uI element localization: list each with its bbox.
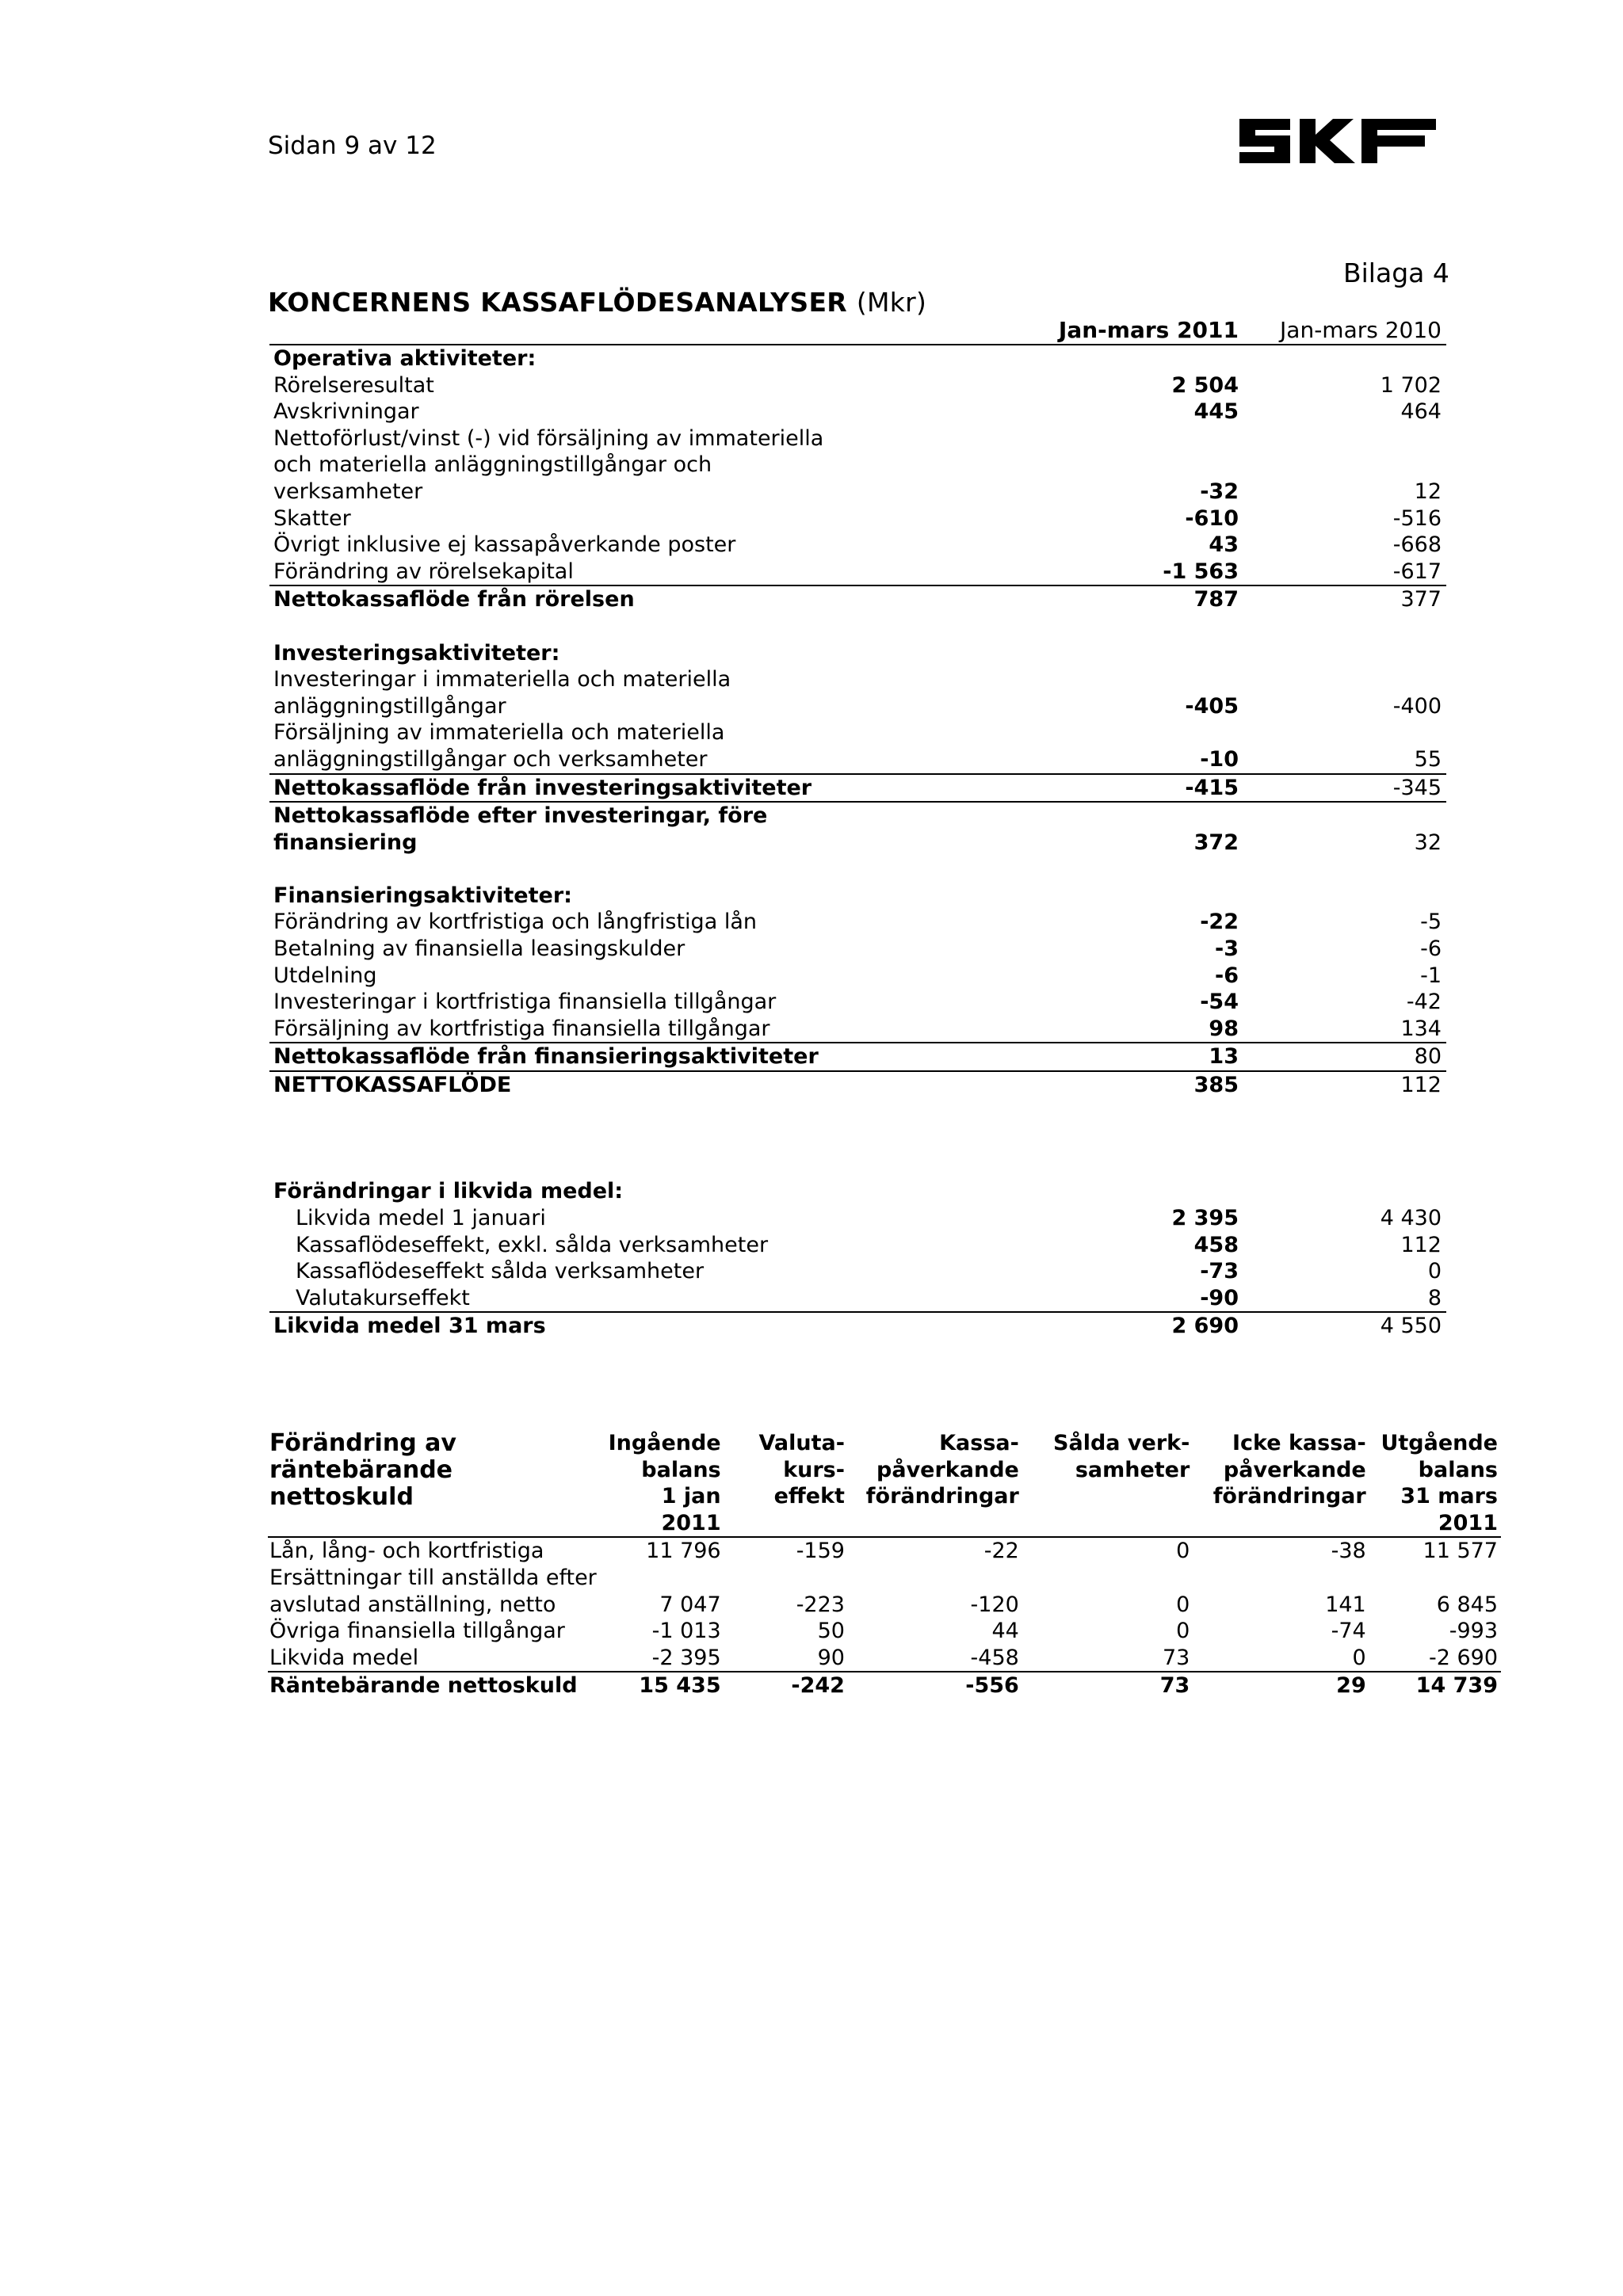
debt-cell: 0: [1176, 1619, 1190, 1644]
cashflow-row: [269, 1258, 1446, 1285]
value-2011: 13: [1209, 1044, 1239, 1070]
debt-cell: -2 690: [1428, 1645, 1498, 1670]
value-2011: 43: [1209, 532, 1239, 558]
value-2010: 55: [1414, 746, 1442, 772]
row-label: Likvida medel 1 januari: [296, 1206, 546, 1230]
row-label: Nettokassaflöde från finansieringsaktiviteter: [273, 1044, 819, 1070]
debt-col-header-line: Ingående: [608, 1431, 721, 1455]
row-label: Försäljning av immateriella och materiella: [273, 720, 725, 746]
debt-cell: 7 047: [659, 1592, 721, 1617]
debt-col-header-line: Utgående: [1381, 1431, 1498, 1455]
debt-col-header-line: kurs-: [783, 1457, 845, 1482]
row-label: Likvida medel 31 mars: [273, 1314, 546, 1339]
debt-cell: -38: [1331, 1539, 1366, 1564]
cashflow-row: [269, 505, 1446, 532]
value-2010: 32: [1414, 830, 1442, 855]
debt-col-header-line: Icke kassa-: [1232, 1431, 1366, 1455]
cashflow-row: [269, 936, 1446, 963]
debt-col-header-line: effekt: [773, 1484, 845, 1509]
row-label: Valutakurseffekt: [296, 1285, 470, 1310]
row-label: Investeringsaktiviteter:: [273, 640, 560, 666]
cashflow-row: [269, 1178, 1446, 1205]
debt-cell: 73: [1162, 1645, 1190, 1670]
debt-col-header-line: Kassa-: [939, 1431, 1019, 1455]
debt-col-header: [1193, 1430, 1369, 1537]
cashflow-row: [269, 1232, 1446, 1259]
cashflow-row: [269, 1099, 1446, 1126]
debt-total-row: [268, 1672, 1501, 1699]
debt-col-header-line: påverkande: [876, 1457, 1019, 1482]
debt-col-header-line: [727, 1510, 845, 1537]
cashflow-row: [269, 1072, 1446, 1099]
value-2010: -617: [1392, 559, 1442, 584]
value-2011: -22: [1200, 910, 1239, 935]
debt-row-label: Ersättningar till anställda efter: [269, 1565, 597, 1590]
value-2011: 2 395: [1171, 1206, 1239, 1230]
row-label: Nettokassaflöde efter investeringar, före: [273, 803, 768, 829]
debt-col-header: [1369, 1430, 1501, 1537]
debt-cell: [1022, 1565, 1193, 1592]
row-label: Skatter: [273, 505, 351, 531]
debt-col-header-line: Sålda verk-: [1053, 1431, 1190, 1455]
debt-col-header-line: samheter: [1075, 1457, 1190, 1482]
value-2010: -345: [1392, 775, 1442, 800]
value-2010: 12: [1414, 479, 1442, 504]
row-label: Nettokassaflöde från investeringsaktiviteter: [273, 775, 812, 800]
cashflow-row: [269, 372, 1446, 399]
cashflow-row: [269, 1016, 1446, 1044]
debt-row-label: avslutad anställning, netto: [269, 1592, 556, 1617]
debt-cell: -223: [796, 1592, 845, 1617]
cashflow-row: [269, 479, 1446, 505]
value-2011: -90: [1200, 1285, 1239, 1310]
cashflow-row: [269, 613, 1446, 640]
value-2011: -415: [1185, 775, 1239, 800]
debt-body: [268, 1537, 1501, 1699]
skf-logo-icon: [1235, 116, 1441, 166]
debt-cell: -159: [796, 1539, 845, 1564]
debt-row: [268, 1537, 1501, 1565]
value-2010: -6: [1420, 936, 1442, 962]
debt-cell: 6 845: [1436, 1592, 1498, 1617]
debt-col-header-line: balans: [641, 1457, 721, 1482]
value-2010: 0: [1427, 1259, 1442, 1284]
row-label: Försäljning av kortfristiga finansiella tillgångar: [273, 1016, 770, 1041]
debt-row: [268, 1592, 1501, 1619]
value-2011: 2 504: [1171, 372, 1239, 398]
cashflow-row: [269, 963, 1446, 990]
debt-col-header: [600, 1430, 724, 1537]
value-2011: 372: [1193, 830, 1239, 855]
value-2011: 98: [1209, 1016, 1239, 1041]
title-unit: (Mkr): [856, 287, 927, 318]
value-2011: -32: [1200, 479, 1239, 504]
value-2011: 2 690: [1171, 1314, 1239, 1339]
row-label: Utdelning: [273, 963, 377, 988]
debt-cell: -120: [970, 1592, 1019, 1617]
debt-col-header-line: förändringar: [865, 1484, 1019, 1509]
cashflow-row: [269, 532, 1446, 559]
cashflow-row: [269, 666, 1446, 693]
cashflow-row: [269, 452, 1446, 479]
debt-cell: [724, 1565, 848, 1592]
page-title: [268, 287, 926, 318]
debt-header-row: [268, 1430, 1501, 1537]
cashflow-row: [269, 856, 1446, 883]
debt-cell: 0: [1176, 1592, 1190, 1617]
cashflow-row: [269, 803, 1446, 830]
debt-cell: -993: [1449, 1619, 1498, 1644]
debt-col-header: [724, 1430, 848, 1537]
value-2011: -610: [1185, 505, 1239, 531]
debt-title: [268, 1430, 600, 1537]
debt-cell: 90: [817, 1645, 845, 1670]
value-2010: 112: [1400, 1232, 1442, 1257]
value-2011: -10: [1200, 746, 1239, 772]
skf-logo: [1235, 116, 1441, 166]
cashflow-row: [269, 640, 1446, 667]
cashflow-row: [269, 989, 1446, 1016]
value-2010: 377: [1400, 587, 1442, 612]
value-2010: 4 550: [1380, 1314, 1442, 1339]
debt-cell: [600, 1565, 724, 1592]
value-2010: 112: [1400, 1073, 1442, 1098]
cashflow-row: [269, 345, 1446, 372]
row-label: Kassaflödeseffekt, exkl. sålda verksamheter: [296, 1232, 769, 1257]
row-label: Betalning av finansiella leasingskulder: [273, 936, 685, 962]
debt-col-header-line: 2011: [1438, 1510, 1498, 1535]
debt-title-line1: Förändring av: [269, 1429, 456, 1457]
value-2011: -73: [1200, 1259, 1239, 1284]
debt-cell: [1369, 1565, 1501, 1592]
debt-cell: 11 796: [646, 1539, 721, 1564]
row-label: Investeringar i kortfristiga finansiella tillgångar: [273, 990, 777, 1015]
cashflow-header: [269, 317, 1446, 345]
debt-cell: [848, 1565, 1022, 1592]
debt-col-header-line: 1 jan: [661, 1484, 721, 1509]
debt-cell: -22: [983, 1539, 1019, 1564]
value-2011: -54: [1200, 990, 1239, 1015]
debt-row: [268, 1618, 1501, 1645]
debt-col-header-line: Valuta-: [758, 1431, 845, 1455]
value-2011: 385: [1193, 1073, 1239, 1098]
debt-cell: [1193, 1565, 1369, 1592]
value-2011: 787: [1193, 587, 1239, 612]
cashflow-row: [269, 775, 1446, 803]
debt-cell: 44: [991, 1619, 1019, 1644]
value-2010: -668: [1392, 532, 1442, 558]
debt-cell: -1 013: [651, 1619, 721, 1644]
value-2010: -516: [1392, 505, 1442, 531]
debt-row: [268, 1565, 1501, 1592]
debt-row-label: Övriga finansiella tillgångar: [269, 1619, 565, 1644]
row-label: Avskrivningar: [273, 399, 419, 425]
row-label: Förändring av kortfristiga och långfristiga lån: [273, 910, 757, 935]
row-label: Förändring av rörelsekapital: [273, 559, 574, 584]
value-2010: -5: [1420, 910, 1442, 935]
cashflow-row: [269, 909, 1446, 936]
value-2010: 464: [1400, 399, 1442, 425]
debt-col-header-line: påverkande: [1223, 1457, 1366, 1482]
debt-row: [268, 1645, 1501, 1672]
cashflow-table: [269, 317, 1446, 1340]
row-label: Kassaflödeseffekt sålda verksamheter: [296, 1259, 705, 1284]
debt-cell: 15 435: [600, 1672, 724, 1699]
value-2010: -400: [1392, 693, 1442, 719]
debt-cell: 50: [817, 1619, 845, 1644]
value-2010: 134: [1400, 1016, 1442, 1041]
debt-cell: 29: [1193, 1672, 1369, 1699]
debt-cell: -2 395: [651, 1645, 721, 1670]
row-label: Finansieringsaktiviteter:: [273, 883, 572, 908]
debt-cell: -458: [970, 1645, 1019, 1670]
cashflow-row: [269, 1043, 1446, 1072]
row-label: anläggningstillgångar och verksamheter: [273, 746, 708, 772]
debt-cell: 141: [1325, 1592, 1366, 1617]
cashflow-row: [269, 1125, 1446, 1152]
row-label: finansiering: [273, 830, 418, 855]
debt-cell: 11 577: [1423, 1539, 1498, 1564]
cashflow-row: [269, 586, 1446, 613]
row-label: anläggningstillgångar: [273, 693, 506, 719]
debt-cell: 0: [1352, 1645, 1366, 1670]
debt-col-header-line: [851, 1510, 1019, 1537]
debt-cell: -556: [848, 1672, 1022, 1699]
value-2011: 458: [1193, 1232, 1239, 1257]
value-2011: 445: [1193, 399, 1239, 425]
value-2010: 8: [1427, 1285, 1442, 1310]
debt-col-header-line: 31 mars: [1400, 1484, 1498, 1509]
debt-table: [268, 1430, 1501, 1699]
debt-row-label: Likvida medel: [269, 1645, 419, 1670]
debt-row-label: Lån, lång- och kortfristiga: [269, 1539, 544, 1564]
debt-col-header-line: balans: [1418, 1457, 1498, 1482]
value-2010: -1: [1420, 963, 1442, 988]
debt-cell: -74: [1331, 1619, 1366, 1644]
cashflow-row: [269, 883, 1446, 910]
cashflow-row: [269, 1152, 1446, 1179]
cashflow-rows: [269, 345, 1446, 1340]
row-label: verksamheter: [273, 479, 423, 504]
page-number: Sidan 9 av 12: [268, 132, 437, 160]
title-text: KONCERNENS KASSAFLÖDESANALYSER: [268, 287, 848, 318]
cashflow-row: [269, 1313, 1446, 1340]
row-label: Operativa aktiviteter:: [273, 346, 537, 371]
cashflow-row: [269, 746, 1446, 775]
row-label: Rörelseresultat: [273, 372, 434, 398]
cashflow-row: [269, 830, 1446, 856]
cashflow-row: [269, 1285, 1446, 1314]
value-2010: -42: [1406, 990, 1442, 1015]
cashflow-row: [269, 693, 1446, 720]
row-label: Förändringar i likvida medel:: [273, 1179, 624, 1204]
debt-cell: 73: [1022, 1672, 1193, 1699]
cashflow-row: [269, 399, 1446, 425]
debt-col-header: [1022, 1430, 1193, 1537]
value-2010: 4 430: [1380, 1206, 1442, 1230]
debt-cell: 0: [1176, 1539, 1190, 1564]
value-2011: -6: [1215, 963, 1239, 988]
debt-col-header-line: 2011: [661, 1510, 721, 1535]
col-header-2011: Jan-mars 2011: [1058, 317, 1239, 343]
value-2011: -3: [1215, 936, 1239, 962]
debt-col-header-line: förändringar: [1212, 1484, 1366, 1509]
cashflow-row: [269, 1205, 1446, 1232]
row-label: och materiella anläggningstillgångar och: [273, 452, 712, 478]
row-label: Investeringar i immateriella och materiella: [273, 667, 731, 692]
debt-cell: 14 739: [1369, 1672, 1501, 1699]
debt-col-header: [848, 1430, 1022, 1537]
value-2010: 1 702: [1380, 372, 1442, 398]
appendix-label: Bilaga 4: [1343, 257, 1449, 288]
debt-title-line2: räntebärande nettoskuld: [269, 1456, 453, 1511]
debt-col-header-line: [1196, 1510, 1365, 1537]
debt-row-label: Räntebärande nettoskuld: [268, 1672, 600, 1699]
value-2010: 80: [1414, 1044, 1442, 1070]
debt-col-header-line: [1025, 1483, 1190, 1510]
value-2011: -1 563: [1163, 559, 1239, 584]
value-2011: -405: [1185, 693, 1239, 719]
debt-cell: -242: [724, 1672, 848, 1699]
row-label: Nettokassaflöde från rörelsen: [273, 587, 635, 612]
cashflow-row: [269, 559, 1446, 587]
col-header-2010: Jan-mars 2010: [1280, 317, 1442, 343]
cashflow-row: [269, 425, 1446, 452]
row-label: NETTOKASSAFLÖDE: [273, 1073, 512, 1098]
row-label: Övrigt inklusive ej kassapåverkande poster: [273, 532, 736, 558]
debt-col-header-line: [1025, 1510, 1190, 1537]
row-label: Nettoförlust/vinst (-) vid försäljning av immateriella: [273, 425, 824, 451]
cashflow-row: [269, 719, 1446, 746]
